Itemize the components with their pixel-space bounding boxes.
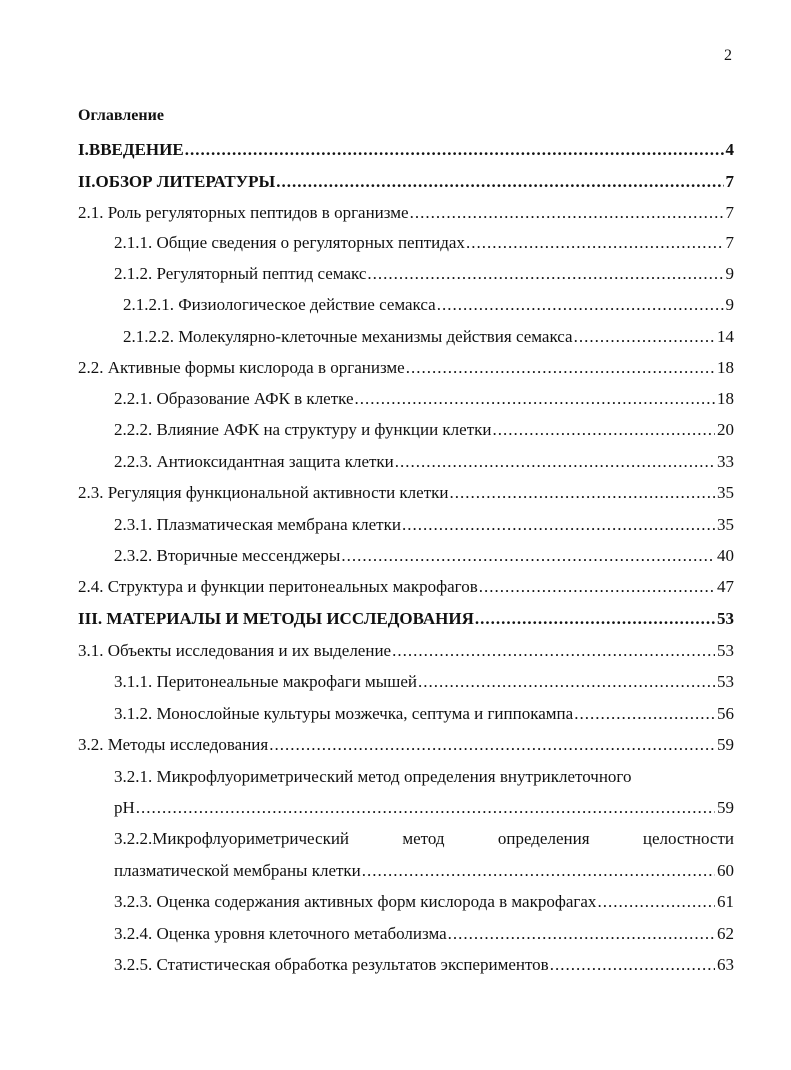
toc-entry[interactable] [114, 704, 734, 728]
toc-entry-title: 2.3.2. Вторичные мессенджеры [114, 546, 341, 565]
toc-leader [269, 735, 715, 755]
toc-entry[interactable] [114, 861, 734, 885]
toc-entry-page: 18 [717, 358, 734, 377]
toc-entry-title: 2.1.1. Общие сведения о регуляторных пептидах [114, 233, 465, 252]
toc-entry-page: 7 [725, 172, 734, 191]
toc-entry-title: 3.2.5. Статистическая обработка результатов экспериментов [114, 955, 549, 974]
toc-entry-page: 18 [717, 389, 734, 408]
toc-entry-title: 2.2.2. Влияние АФК на структуру и функции клетки [114, 420, 492, 439]
toc-leader [185, 140, 724, 160]
toc-leader [392, 641, 715, 661]
toc-entry-title: 3.1.2. Монослойные культуры мозжечка, септума и гиппокампа [114, 704, 574, 723]
toc-entry-page: 7 [725, 233, 734, 252]
toc-entry[interactable] [78, 641, 734, 665]
toc-leader [466, 233, 724, 253]
toc-entry[interactable] [78, 203, 734, 227]
toc-entry-title: II.ОБЗОР ЛИТЕРАТУРЫ [78, 172, 276, 191]
toc-leader [574, 327, 715, 347]
toc-entry-title: 3.2.4. Оценка уровня клеточного метаболизма [114, 924, 447, 943]
toc-entry-page: 4 [725, 140, 734, 159]
toc-entry[interactable] [78, 735, 734, 759]
toc-entry[interactable] [114, 452, 734, 476]
toc-leader [136, 798, 715, 818]
toc-entry-page: 53 [717, 672, 734, 691]
toc-leader [597, 892, 715, 912]
toc-entry[interactable] [114, 798, 734, 822]
toc-entry-title: 2.1. Роль регуляторных пептидов в организме [78, 203, 409, 222]
toc-entry[interactable] [123, 295, 734, 319]
toc-entry-title: 2.1.2.2. Молекулярно-клеточные механизмы действия семакса [123, 327, 573, 346]
toc-entry-page: 7 [725, 203, 734, 222]
toc-entry-title: 3.2.3. Оценка содержания активных форм кислорода в макрофагах [114, 892, 597, 911]
toc-leader [448, 924, 715, 944]
toc-entry-page: 62 [717, 924, 734, 943]
toc-entry-page: 47 [717, 577, 734, 596]
toc-entry[interactable] [114, 672, 734, 696]
page-number: 2 [724, 47, 732, 64]
toc-leader [395, 452, 715, 472]
toc-leader [367, 264, 723, 284]
toc-leader [402, 515, 715, 535]
toc-entry-title: 3.1.1. Перитонеальные макрофаги мышей [114, 672, 417, 691]
toc-entry-page: 56 [717, 704, 734, 723]
toc-word: 3.2.2.Микрофлуориметрический [114, 829, 350, 848]
toc-entry[interactable] [114, 389, 734, 413]
toc-entry-page: 53 [717, 641, 734, 660]
toc-entry-page: 14 [717, 327, 734, 346]
toc-entry[interactable] [114, 233, 734, 257]
toc-leader [550, 955, 715, 975]
toc-entry-title: 2.1.2.1. Физиологическое действие семакса [123, 295, 436, 314]
toc-entry-title: III. МАТЕРИАЛЫ И МЕТОДЫ ИССЛЕДОВАНИЯ [78, 609, 474, 628]
toc-leader [493, 420, 716, 440]
toc-entry[interactable] [114, 924, 734, 948]
toc-leader [355, 389, 715, 409]
toc-entry-page: 61 [717, 892, 734, 911]
toc-entry-title: 2.4. Структура и функции перитонеальных макрофагов [78, 577, 478, 596]
toc-entry-page: 35 [717, 515, 734, 534]
toc-entry-page: 63 [717, 955, 734, 974]
toc-leader [475, 609, 715, 629]
toc-entry-page: 9 [725, 295, 734, 314]
toc-leader [418, 672, 715, 692]
toc-entry[interactable] [114, 420, 734, 444]
toc-heading: Оглавление [78, 107, 164, 124]
toc-entry-page: 40 [717, 546, 734, 565]
toc-leader [341, 546, 715, 566]
toc-entry-title: 2.3. Регуляция функциональной активности клетки [78, 483, 449, 502]
toc-leader [479, 577, 715, 597]
toc-entry-page: 60 [717, 861, 734, 880]
toc-leader [437, 295, 724, 315]
toc-entry-page: 9 [725, 264, 734, 283]
toc-entry[interactable] [78, 358, 734, 382]
toc-leader [276, 172, 723, 192]
toc-entry-title: 2.1.2. Регуляторный пептид семакс [114, 264, 367, 283]
toc-word: целостности [642, 829, 734, 848]
toc-entry[interactable] [114, 955, 734, 979]
toc-entry[interactable] [123, 327, 734, 351]
toc-leader [450, 483, 716, 503]
toc-entry-title: 2.2.1. Образование АФК в клетке [114, 389, 354, 408]
toc-entry-page: 35 [717, 483, 734, 502]
toc-word: метод [402, 829, 445, 848]
toc-leader [574, 704, 715, 724]
toc-entry-page: 33 [717, 452, 734, 471]
toc-entry[interactable] [78, 140, 734, 164]
toc-entry-title: I.ВВЕДЕНИЕ [78, 140, 184, 159]
toc-leader [410, 203, 724, 223]
toc-entry[interactable] [114, 892, 734, 916]
toc-entry-page: 59 [717, 798, 734, 817]
toc-entry-title: плазматической мембраны клетки [114, 861, 361, 880]
toc-entry-3-2-1-line1[interactable]: 3.2.1. Микрофлуориметрический метод определения внутриклеточного [114, 767, 632, 786]
toc-word: определения [497, 829, 590, 848]
toc-entry[interactable] [114, 264, 734, 288]
toc-entry-page: 53 [717, 609, 734, 628]
toc-entry-title: 3.2. Методы исследования [78, 735, 269, 754]
toc-entry-title: 3.1. Объекты исследования и их выделение [78, 641, 392, 660]
toc-entry-title: 2.2.3. Антиоксидантная защита клетки [114, 452, 394, 471]
toc-entry[interactable] [114, 546, 734, 570]
toc-entry[interactable] [78, 483, 734, 507]
toc-entry-3-2-2-line1[interactable] [114, 829, 734, 853]
toc-entry[interactable] [114, 515, 734, 539]
toc-entry-title: 2.2. Активные формы кислорода в организме [78, 358, 405, 377]
toc-entry-title: 2.3.1. Плазматическая мембрана клетки [114, 515, 401, 534]
toc-entry-title: pH [114, 798, 135, 817]
toc-entry[interactable] [78, 609, 734, 633]
toc-leader [362, 861, 715, 881]
toc-entry-page: 59 [717, 735, 734, 754]
toc-entry-page: 20 [717, 420, 734, 439]
toc-entry[interactable] [78, 172, 734, 196]
toc-entry[interactable] [78, 577, 734, 601]
toc-leader [406, 358, 715, 378]
